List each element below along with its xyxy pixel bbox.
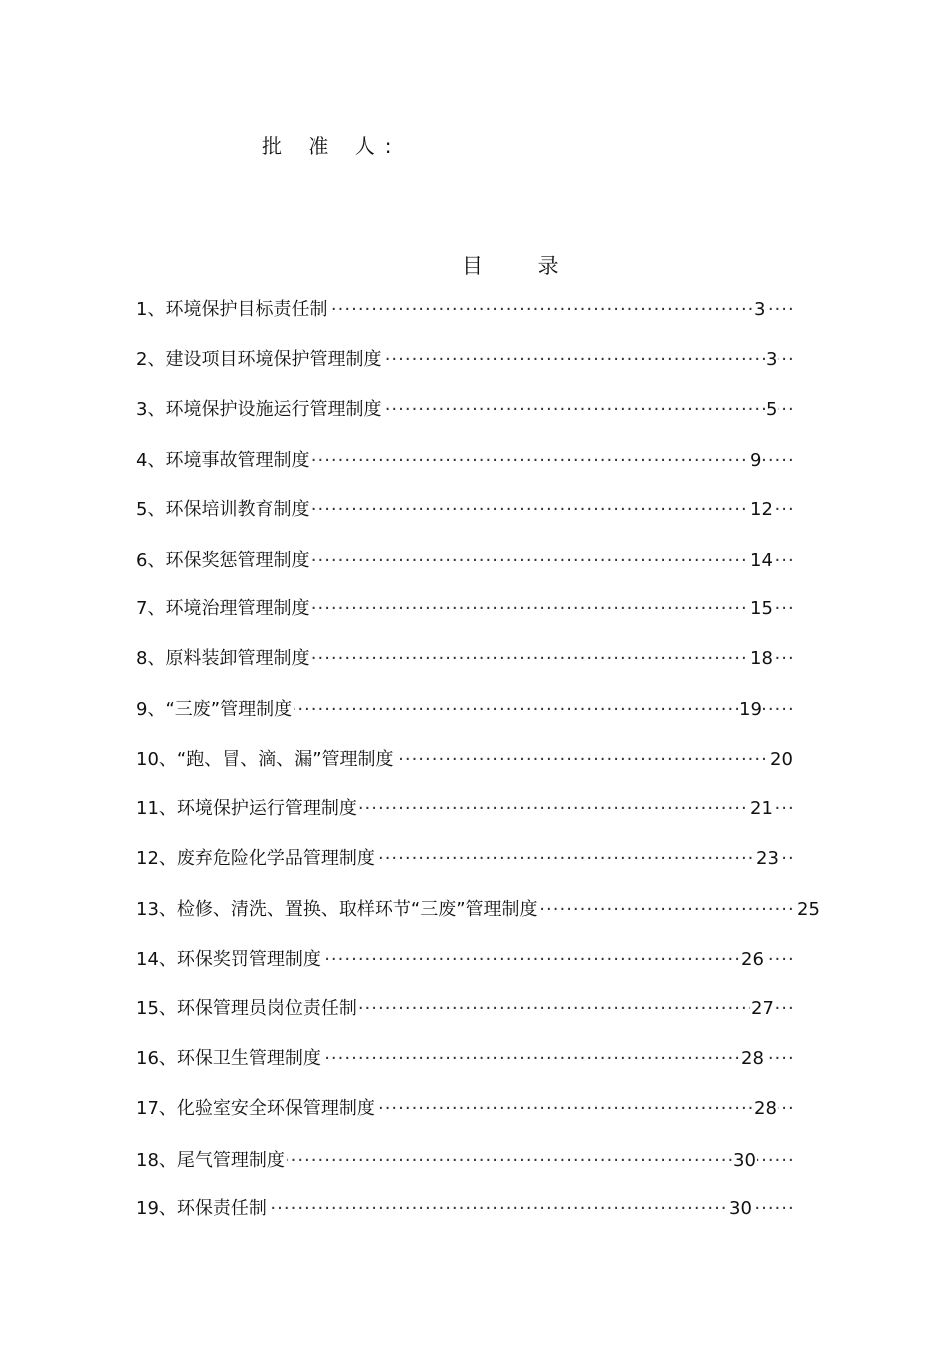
toc-entry[interactable] [136, 796, 792, 822]
toc-entry-title: 3、环境保护设施运行管理制度 [136, 397, 383, 423]
toc-entry-title: 10、“跑、冒、滴、漏”管理制度 [136, 747, 396, 773]
toc-entry-title: 6、环保奖惩管理制度 [136, 548, 311, 574]
toc-entry-title: 4、环境事故管理制度 [136, 448, 311, 474]
toc-entry-title: 5、环保培训教育制度 [136, 497, 311, 523]
toc-entry-title: 8、原料装卸管理制度 [136, 646, 311, 672]
toc-page-number: 27 [750, 996, 775, 1022]
toc-entry[interactable] [136, 548, 792, 574]
toc-entry[interactable] [136, 1148, 792, 1174]
toc-page-number: 23 [755, 846, 780, 872]
toc-page-number: 12 [749, 497, 774, 523]
toc-entry-title: 11、环境保护运行管理制度 [136, 796, 359, 822]
toc-page-number: 28 [740, 1046, 765, 1072]
toc-entry[interactable] [136, 897, 820, 923]
toc-entry[interactable] [136, 596, 792, 622]
toc-entry[interactable] [136, 697, 792, 723]
toc-page-number: 30 [728, 1196, 753, 1222]
toc-entry[interactable] [136, 1196, 792, 1222]
toc-entry[interactable] [136, 448, 792, 474]
toc-entry-title: 18、尾气管理制度 [136, 1148, 287, 1174]
toc-page-number: 30 [732, 1148, 757, 1174]
toc-entry-title: 16、环保卫生管理制度 [136, 1046, 323, 1072]
toc-page-number: 18 [749, 646, 774, 672]
toc-page-number: 14 [749, 548, 774, 574]
toc-title: 目 录 [462, 254, 583, 278]
toc-entry[interactable] [136, 846, 792, 872]
toc-entry-title: 2、建设项目环境保护管理制度 [136, 347, 383, 373]
toc-entry[interactable] [136, 646, 792, 672]
toc-page-number: 3 [765, 347, 778, 373]
approver-label: 批 准 人: [262, 134, 402, 158]
toc-page-number: 25 [796, 897, 821, 923]
toc-page-number: 15 [749, 596, 774, 622]
toc-entry[interactable] [136, 1046, 792, 1072]
toc-page-number: 26 [740, 947, 765, 973]
toc-entry[interactable] [136, 347, 792, 373]
toc-entry[interactable] [136, 1096, 792, 1122]
toc-page-number: 3 [753, 297, 766, 323]
toc-entry-title: 1、环境保护目标责任制 [136, 297, 329, 323]
toc-page-number: 21 [749, 796, 774, 822]
toc-page-number: 28 [753, 1096, 778, 1122]
toc-entry-title: 15、环保管理员岗位责任制 [136, 996, 359, 1022]
toc-entry[interactable] [136, 397, 792, 423]
toc-entry-title: 7、环境治理管理制度 [136, 596, 311, 622]
toc-page-number: 5 [765, 397, 778, 423]
toc-entry[interactable] [136, 297, 792, 323]
toc-entry-title: 14、环保奖罚管理制度 [136, 947, 323, 973]
toc-entry[interactable] [136, 747, 792, 773]
toc-entry[interactable] [136, 497, 792, 523]
toc-entry-title: 17、化验室安全环保管理制度 [136, 1096, 377, 1122]
toc-entry-title: 19、环保责任制 [136, 1196, 269, 1222]
toc-page-number: 19 [738, 697, 763, 723]
toc-entry[interactable] [136, 996, 792, 1022]
toc-page-number: 20 [769, 747, 794, 773]
toc-page-number: 9 [749, 448, 762, 474]
toc-entry-title: 9、“三废”管理制度 [136, 697, 294, 723]
toc-entry-title: 13、检修、清洗、置换、取样环节“三废”管理制度 [136, 897, 540, 923]
toc-entry[interactable] [136, 947, 792, 973]
toc-entry-title: 12、废弃危险化学品管理制度 [136, 846, 377, 872]
